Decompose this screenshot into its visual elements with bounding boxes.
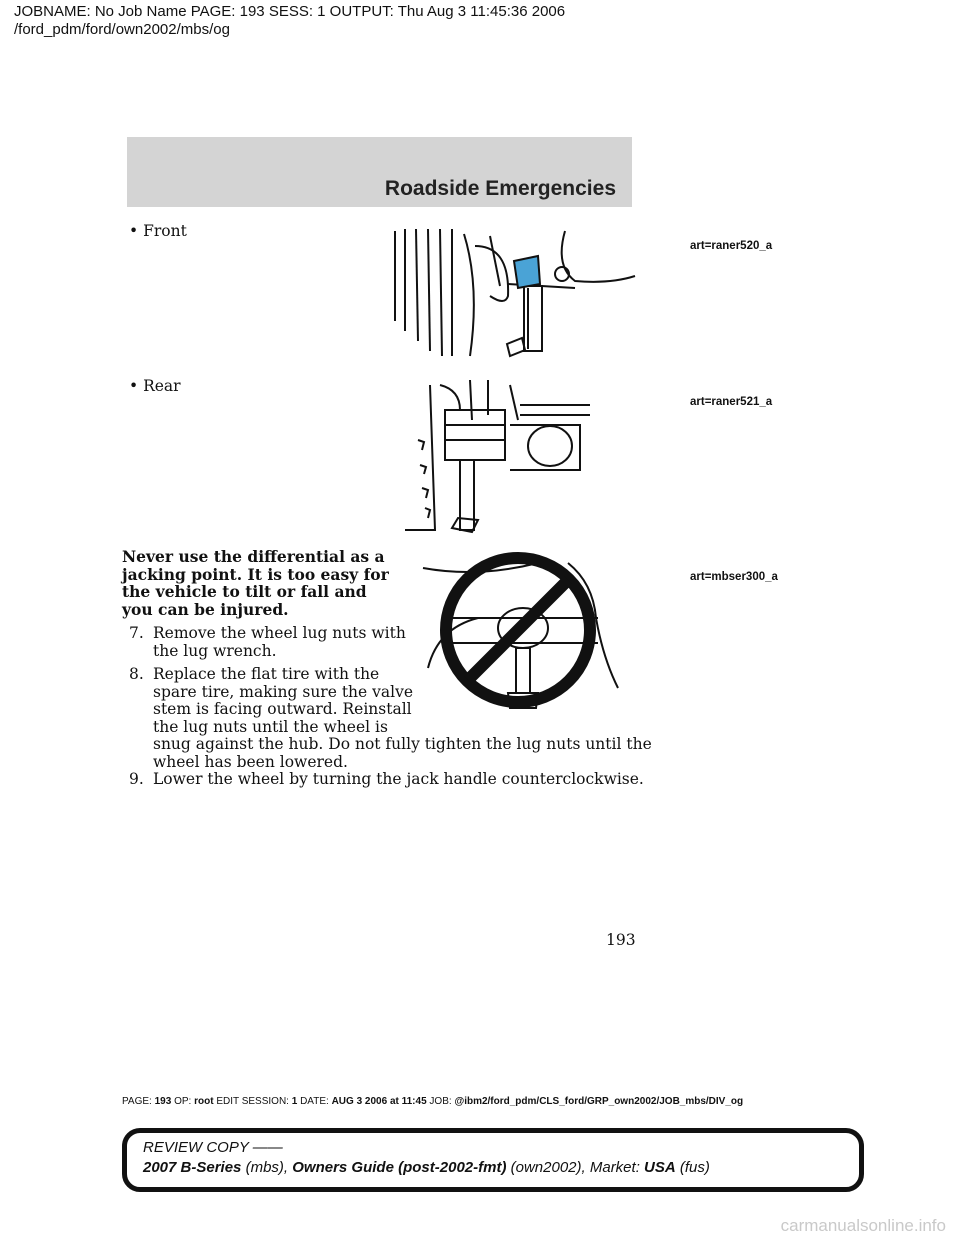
step-7 [129,625,406,660]
step-7-line-2: the lug wrench. [153,641,277,660]
step-9-line-1: Lower the wheel by turning the jack handle counterclockwise. [153,770,644,788]
step-8 [129,666,652,771]
job-header-line-2: /ford_pdm/ford/own2002/mbs/og [14,21,230,38]
footer-session-label: EDIT SESSION: [216,1096,289,1107]
footer-date-value: AUG 3 2006 at 11:45 [331,1096,427,1107]
review-model-code: (mbs) [245,1159,284,1176]
step-9 [129,771,644,789]
bullet-marker: • [129,222,139,240]
step-8-line-5: snug against the hub. Do not fully tighten the lug nuts until the [153,735,652,753]
footer-date-label: DATE: [300,1096,329,1107]
footer-page-label: PAGE: [122,1096,152,1107]
review-copy-details [143,1159,710,1176]
step-number: 7. [129,624,144,642]
bullet-front-label: Front [143,222,187,240]
review-market-label: , Market: [581,1159,640,1176]
footer-session-value: 1 [291,1096,298,1107]
front-jack-illustration [390,226,640,361]
review-guide: Owners Guide (post-2002-fmt) [292,1159,507,1176]
review-copy-title: REVIEW COPY —— [143,1139,283,1156]
section-header-band [127,137,632,207]
job-header-line-1: JOBNAME: No Job Name PAGE: 193 SESS: 1 OUTPUT: Thu Aug 3 11:45:36 2006 [14,3,566,20]
step-8-line-3: stem is facing outward. Reinstall [153,700,412,718]
warning-text: Never use the differential as a jacking point. It is too easy for the vehicle to tilt or fall and you can be injured. [122,547,389,619]
watermark: carmanualsonline.info [780,1216,946,1235]
footer-job-value: @ibm2/ford_pdm/CLS_ford/GRP_own2002/JOB_mbs/DIV_og [454,1096,744,1107]
rear-jack-illustration [400,380,600,540]
review-model: 2007 B-Series [143,1159,242,1176]
section-title: Roadside Emergencies [384,177,616,200]
footer-op-label: OP: [174,1096,192,1107]
review-market-code: (fus) [679,1159,710,1176]
art-label-differential: art=mbser300_a [690,571,778,583]
step-8-line-6: wheel has been lowered. [153,752,348,771]
step-number: 9. [129,770,144,788]
art-label-front: art=raner520_a [690,240,773,252]
step-8-line-4: the lug nuts until the wheel is [153,717,388,736]
art-label-rear: art=raner521_a [690,396,773,408]
footer-op-value: root [194,1096,214,1107]
review-separator: , [283,1159,289,1176]
review-market: USA [644,1159,676,1176]
step-8-line-2: spare tire, making sure the valve [153,682,414,701]
review-copy-box [122,1128,864,1192]
footer-page-value: 193 [154,1096,172,1107]
review-guide-code: (own2002) [510,1159,582,1176]
step-number: 8. [129,665,144,683]
step-8-line-1: Replace the flat tire with the [153,665,380,683]
footer-job-label: JOB: [429,1096,452,1107]
bullet-front [129,223,187,241]
step-7-line-1: Remove the wheel lug nuts with [153,624,406,642]
jack-head-highlight [514,256,540,288]
bullet-rear-label: Rear [143,377,181,395]
bullet-marker: • [129,377,139,395]
bullet-rear [129,378,181,396]
footer-meta [122,1096,743,1107]
page-number: 193 [606,931,636,949]
